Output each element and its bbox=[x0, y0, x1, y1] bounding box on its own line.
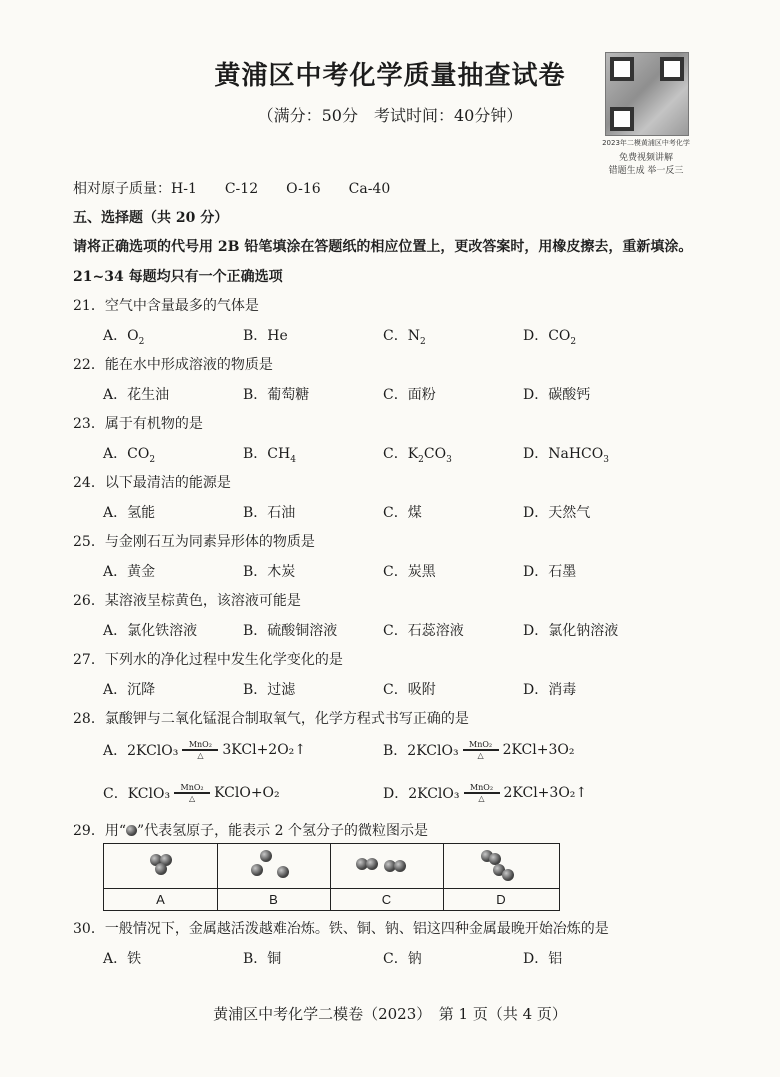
q21-stem: 21．空气中含量最多的气体是 bbox=[73, 298, 259, 314]
reaction-condition: MnO₂ △ bbox=[182, 740, 218, 760]
q21-option-a: A．$O_2$ bbox=[103, 328, 145, 347]
q26-option-a: A．氯化铁溶液 bbox=[103, 623, 198, 639]
q26-stem: 26．某溶液呈棕黄色，该溶液可能是 bbox=[73, 593, 301, 609]
q22-option-d: D．碳酸钙 bbox=[523, 387, 591, 403]
q26-option-c: C．石蕊溶液 bbox=[383, 623, 464, 639]
q24-option-c: C．煤 bbox=[383, 505, 422, 521]
q21-option-c: C．$N_2$ bbox=[383, 328, 426, 347]
q28-option-b: B．2KClO₃ MnO₂ △ 2KCl+3O₂ bbox=[383, 740, 575, 760]
q22-option-c: C．面粉 bbox=[383, 387, 436, 403]
exam-subtitle: （满分：50分 考试时间：40分钟） bbox=[257, 106, 523, 125]
qr-code-icon bbox=[605, 52, 689, 136]
q24-option-d: D．天然气 bbox=[523, 505, 591, 521]
q30-option-b: B．铜 bbox=[243, 951, 282, 967]
q22-option-b: B．葡萄糖 bbox=[243, 387, 310, 403]
q23-option-c: C．$K_2CO_3$ bbox=[383, 446, 452, 465]
q25-option-a: A．黄金 bbox=[103, 564, 156, 580]
particle-cell-b bbox=[217, 844, 331, 910]
q25-option-c: C．炭黑 bbox=[383, 564, 436, 580]
q25-option-b: B．木炭 bbox=[243, 564, 296, 580]
q21-option-d: D．$CO_2$ bbox=[523, 328, 577, 347]
q21-option-b: B．He bbox=[243, 328, 288, 344]
q25-stem: 25．与金刚石互为同素异形体的物质是 bbox=[73, 534, 315, 550]
reaction-condition: MnO₂ △ bbox=[174, 783, 210, 803]
q25-option-d: D．石墨 bbox=[523, 564, 577, 580]
q30-option-d: D．铝 bbox=[523, 951, 563, 967]
particle-label-c: C bbox=[330, 888, 443, 911]
particle-label-a: A bbox=[104, 888, 217, 911]
q28-stem: 28．氯酸钾与二氧化锰混合制取氧气，化学方程式书写正确的是 bbox=[73, 711, 469, 727]
q23-stem: 23．属于有机物的是 bbox=[73, 416, 203, 432]
q28-option-c: C．KClO₃ MnO₂ △ KClO+O₂ bbox=[103, 783, 280, 803]
q26-option-d: D．氯化钠溶液 bbox=[523, 623, 619, 639]
qr-caption-1: 2023年二模黄浦区中考化学 bbox=[602, 139, 690, 147]
q23-option-b: B．$CH_4$ bbox=[243, 446, 296, 465]
particle-label-d: D bbox=[443, 888, 559, 911]
q30-option-a: A．铁 bbox=[103, 951, 142, 967]
section-heading: 五、选择题（共 20 分） bbox=[73, 210, 229, 226]
particle-label-b: B bbox=[217, 888, 330, 911]
q28-option-a: A．2KClO₃ MnO₂ △ 3KCl+2O₂↑ bbox=[103, 740, 307, 760]
page-footer: 黄浦区中考化学二模卷（2023） 第 1 页（共 4 页） bbox=[213, 1005, 567, 1023]
q26-option-b: B．硫酸铜溶液 bbox=[243, 623, 338, 639]
hydrogen-atom-icon bbox=[126, 825, 137, 836]
q24-option-a: A．氢能 bbox=[103, 505, 156, 521]
atomic-mass: 相对原子质量：H-1 C-12 O-16 Ca-40 bbox=[73, 181, 391, 197]
particle-diagram-table bbox=[103, 843, 560, 911]
exam-title: 黄浦区中考化学质量抽查试卷 bbox=[214, 61, 566, 91]
q27-option-d: D．消毒 bbox=[523, 682, 577, 698]
q24-option-b: B．石油 bbox=[243, 505, 296, 521]
q28-option-d: D．2KClO₃ MnO₂ △ 2KCl+3O₂↑ bbox=[383, 783, 588, 803]
q22-stem: 22．能在水中形成溶液的物质是 bbox=[73, 357, 273, 373]
reaction-condition: MnO₂ △ bbox=[464, 783, 500, 803]
q27-option-c: C．吸附 bbox=[383, 682, 436, 698]
particle-cell-c bbox=[330, 844, 444, 910]
section-note: 21~34 每题均只有一个正确选项 bbox=[73, 269, 283, 285]
q23-option-a: A．$CO_2$ bbox=[103, 446, 156, 465]
qr-caption-2: 免费视频讲解 bbox=[618, 153, 673, 163]
q24-stem: 24．以下最清洁的能源是 bbox=[73, 475, 231, 491]
q27-option-a: A．沉降 bbox=[103, 682, 156, 698]
q30-stem: 30．一般情况下，金属越活泼越难冶炼。铁、铜、钠、铝这四种金属最晚开始冶炼的是 bbox=[73, 921, 609, 937]
q22-option-a: A．花生油 bbox=[103, 387, 170, 403]
particle-cell-a bbox=[104, 844, 218, 910]
q29-stem: 29．用“ ”代表氢原子，能表示 2 个氢分子的微粒图示是 bbox=[73, 823, 428, 839]
section-instruction: 请将正确选项的代号用 2B 铅笔填涂在答题纸的相应位置上，更改答案时，用橡皮擦去，重新填涂。 bbox=[73, 239, 693, 255]
q30-option-c: C．钠 bbox=[383, 951, 422, 967]
qr-caption-3: 错题生成 举一反三 bbox=[608, 166, 684, 176]
q27-stem: 27．下列水的净化过程中发生化学变化的是 bbox=[73, 652, 343, 668]
q23-option-d: D．NaHCO$_3$ bbox=[523, 446, 609, 465]
q27-option-b: B．过滤 bbox=[243, 682, 296, 698]
reaction-condition: MnO₂ △ bbox=[463, 740, 499, 760]
particle-cell-d bbox=[443, 844, 559, 910]
